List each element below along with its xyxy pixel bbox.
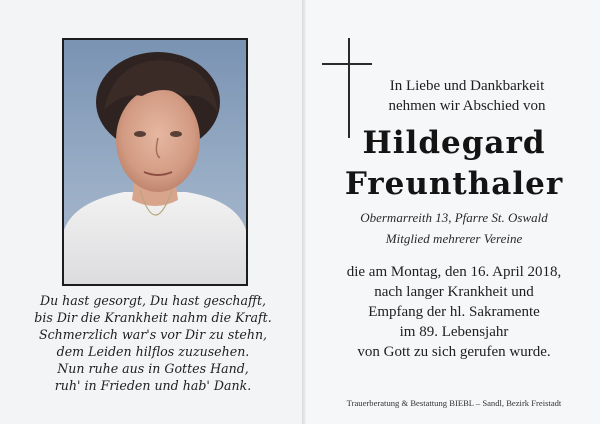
details-line: nach langer Krankheit und <box>374 284 534 300</box>
deceased-address: Obermarreith 13, Pfarre St. Oswald <box>360 210 548 225</box>
funeral-home-credit: Trauerberatung & Bestattung BIEBL – Sandl, Bezirk Freistadt <box>346 398 562 408</box>
verse-line: bis Dir die Krankheit nahm die Kraft. <box>34 310 272 325</box>
verse-line: Schmerzlich war's vor Dir zu stehn, <box>38 327 268 342</box>
deceased-last-name: Freunthaler <box>344 166 564 202</box>
cross-icon-bar <box>322 63 372 65</box>
portrait-illustration <box>64 40 246 284</box>
portrait-frame <box>62 38 248 286</box>
details-line: im 89. Lebensjahr <box>399 324 509 340</box>
details-line: von Gott zu sich gerufen wurde. <box>357 344 551 360</box>
portrait-photo <box>64 40 246 284</box>
verse-line: Du hast gesorgt, Du hast geschafft, <box>39 293 267 308</box>
memorial-verse <box>14 292 292 394</box>
deceased-first-name: Hildegard <box>362 125 546 161</box>
intro-line-2: nehmen wir Abschied von <box>388 98 546 114</box>
intro-line-1: In Liebe und Dankbarkeit <box>389 78 545 94</box>
details-line: Empfang der hl. Sakramente <box>368 304 540 320</box>
verse-line: dem Leiden hilflos zuzusehen. <box>56 344 250 359</box>
intro-text <box>350 76 584 116</box>
details-line: die am Montag, den 16. April 2018, <box>346 264 562 280</box>
death-details <box>312 262 596 362</box>
deceased-memberships: Mitglied mehrerer Vereine <box>385 231 523 246</box>
verse-line: Nun ruhe aus in Gottes Hand, <box>57 361 249 376</box>
verse-line: ruh' in Frieden und hab' Dank. <box>54 378 252 393</box>
